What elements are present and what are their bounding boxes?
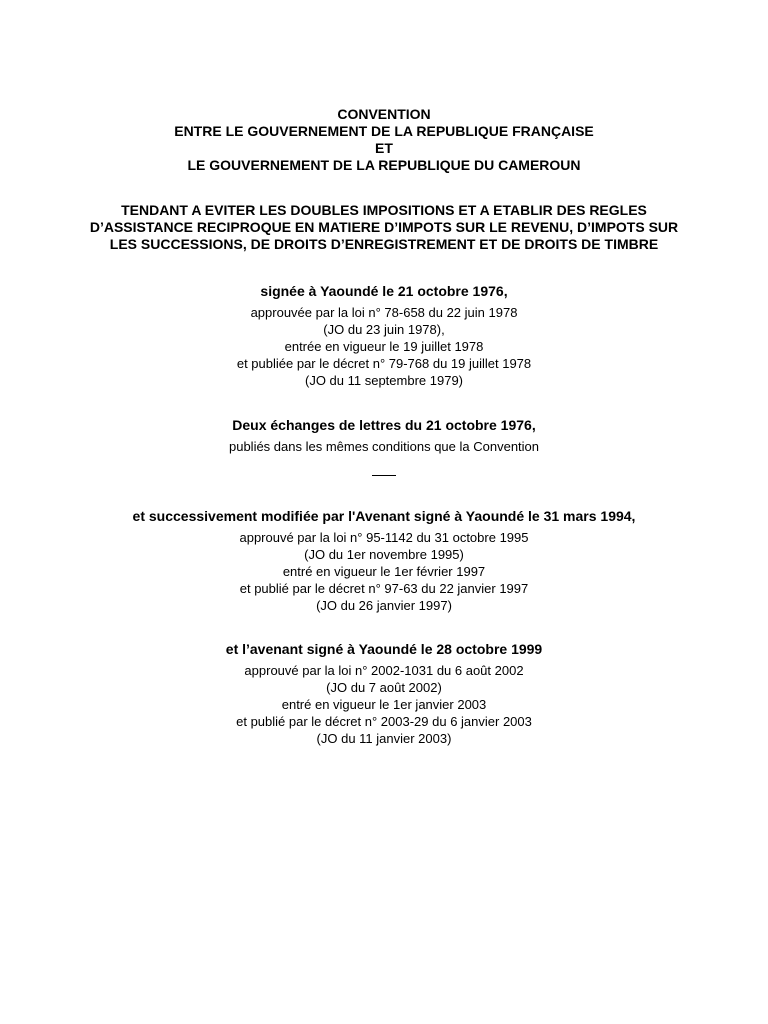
document-subject (0, 202, 768, 253)
amendment-1999-detail-line: (JO du 11 janvier 2003) (316, 731, 452, 746)
amendment-1994-section (0, 508, 768, 614)
signature-detail-line: (JO du 11 septembre 1979) (304, 373, 463, 388)
amendment-1999-heading: et l’avenant signé à Yaoundé le 28 octobre 1999 (225, 641, 543, 657)
signature-section (0, 283, 768, 389)
amendment-1994-detail-line: (JO du 26 janvier 1997) (316, 598, 452, 613)
title-line: CONVENTION (337, 106, 431, 122)
amendment-1999-detail-line: (JO du 7 août 2002) (326, 680, 442, 695)
amendment-1994-detail-line: et publié par le décret n° 97-63 du 22 janvier 1997 (239, 581, 529, 596)
title-line: ENTRE LE GOUVERNEMENT DE LA REPUBLIQUE FRANÇAISE (174, 123, 594, 139)
subject-line: TENDANT A EVITER LES DOUBLES IMPOSITIONS ET A ETABLIR DES REGLES (121, 202, 647, 218)
amendment-1999-detail-line: entré en vigueur le 1er janvier 2003 (281, 697, 487, 712)
signature-detail-line: approuvée par la loi n° 78-658 du 22 juin 1978 (250, 305, 518, 320)
amendment-1999-detail-line: et publié par le décret n° 2003-29 du 6 janvier 2003 (236, 714, 532, 729)
signature-detail-line: et publiée par le décret n° 79-768 du 19 juillet 1978 (236, 356, 532, 371)
signature-heading: signée à Yaoundé le 21 octobre 1976, (260, 283, 508, 299)
letters-detail-line: publiés dans les mêmes conditions que la Convention (228, 439, 540, 454)
amendment-1994-detail-line: (JO du 1er novembre 1995) (304, 547, 464, 562)
amendment-1994-heading: et successivement modifiée par l'Avenant signé à Yaoundé le 31 mars 1994, (132, 508, 636, 524)
amendment-1994-detail-line: approuvé par la loi n° 95-1142 du 31 octobre 1995 (239, 530, 529, 545)
subject-line: D’ASSISTANCE RECIPROQUE EN MATIERE D’IMPOTS SUR LE REVENU, D’IMPOTS SUR (89, 219, 679, 235)
letters-section (0, 417, 768, 455)
amendment-1994-detail-line: entré en vigueur le 1er février 1997 (282, 564, 486, 579)
title-line: ET (375, 140, 393, 156)
amendment-1999-section (0, 641, 768, 747)
title-line: LE GOUVERNEMENT DE LA REPUBLIQUE DU CAMEROUN (187, 157, 581, 173)
subject-line: LES SUCCESSIONS, DE DROITS D’ENREGISTREMENT ET DE DROITS DE TIMBRE (109, 236, 659, 252)
document-title (0, 106, 768, 174)
letters-heading: Deux échanges de lettres du 21 octobre 1976, (232, 417, 536, 433)
signature-detail-line: entrée en vigueur le 19 juillet 1978 (284, 339, 484, 354)
amendment-1999-detail-line: approuvé par la loi n° 2002-1031 du 6 août 2002 (244, 663, 524, 678)
signature-detail-line: (JO du 23 juin 1978), (323, 322, 445, 337)
section-separator (372, 475, 396, 476)
